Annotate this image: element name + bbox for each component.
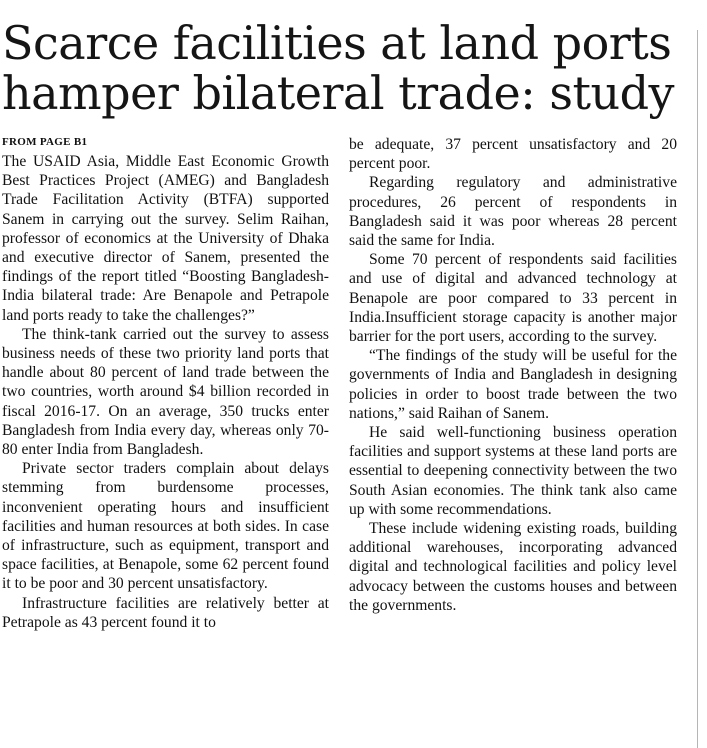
paragraph: be adequate, 37 percent unsatisfactory and 20 percent poor. — [349, 136, 677, 173]
paragraph: Infrastructure facilities are relatively better at Petrapole as 43 percent found it to — [2, 594, 329, 631]
paragraph: The USAID Asia, Middle East Economic Growth Best Practices Project (AMEG) and Bangladesh Trade Facilitation Activity (BTFA) supported Sanem in carrying out the survey. Selim Raihan, professor of economics at the University of Dhaka and executive director of Sanem, presented the findings of the report titled “Boosting Bangladesh-India bilateral trade: Are Benapole and Petrapole land ports ready to take the challenges?” — [2, 153, 329, 324]
column-rule — [697, 30, 698, 748]
article-column-right — [349, 135, 677, 615]
paragraph: Some 70 percent of respondents said facilities and use of digital and advanced technology at Benapole are poor compared to 33 percent in India.Insufficient storage capacity is another major barrier for the port users, according to the survey. — [349, 251, 677, 346]
paragraph: He said well-functioning business operation facilities and support systems at these land ports are essential to deepening connectivity between the two South Asian economies. The think tank also came up with some recommendations. — [349, 424, 677, 518]
paragraph: Private sector traders complain about delays stemming from burdensome processes, inconvenient operating hours and insufficient facilities and human resources at both sides. In case of infrastructure, such as equipment, transport and space facilities, at Benapole, some 62 percent found it to be poor and 30 percent unsatisfactory. — [2, 460, 329, 593]
paragraph: The think-tank carried out the survey to assess business needs of these two priority land ports that handle about 80 percent of land trade between the two countries, worth around $4 billion recorded in fiscal 2016-17. On an average, 350 trucks enter Bangladesh from India every day, whereas only 70-80 enter India from Bangladesh. — [2, 325, 329, 459]
article-column-left — [2, 135, 329, 632]
paragraph: Regarding regulatory and administrative procedures, 26 percent of respondents in Bangladesh said it was poor whereas 28 percent said the same for India. — [349, 174, 677, 250]
continuation-kicker: FROM PAGE B1 — [2, 136, 88, 148]
headline: Scarce facilities at land ports hamper bilateral trade: study — [2, 16, 675, 120]
paragraph: These include widening existing roads, building additional warehouses, incorporating advanced digital and technological facilities and policy level advocacy between the customs houses and between the governments. — [349, 520, 677, 614]
paragraph: “The findings of the study will be useful for the governments of India and Bangladesh in designing policies in order to boost trade between the two nations,” said Raihan of Sanem. — [349, 347, 677, 422]
